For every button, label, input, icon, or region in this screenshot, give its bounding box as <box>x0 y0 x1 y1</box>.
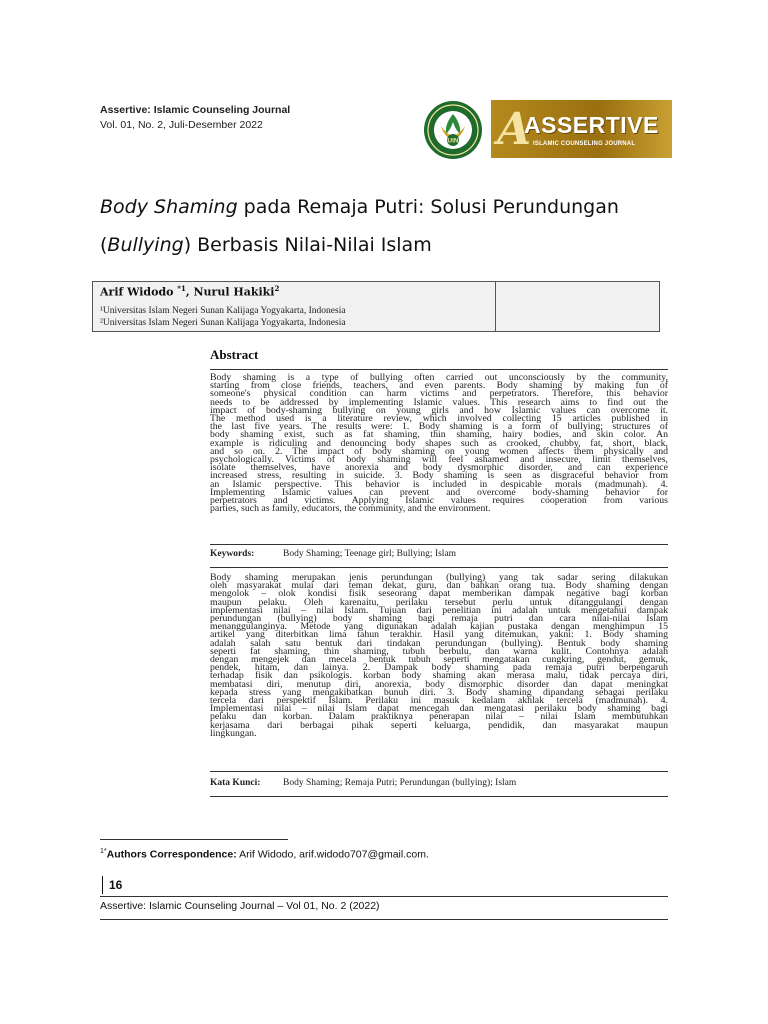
footnote <box>100 848 429 861</box>
abstract-line: pelaku dan korban. Dalam praktiknya penerapan nilai – nilai Islam membutuhkan <box>210 711 668 723</box>
abstract-line: perpetrators and victims. Applying Islamic values requires cooperation from various <box>210 495 668 507</box>
title-rest-1: pada Remaja Putri: Solusi Perundungan <box>237 196 619 218</box>
kata-kunci-bottom-rule <box>210 796 668 797</box>
keywords-row <box>210 549 456 559</box>
running-footer: Assertive: Islamic Counseling Journal – Vol 01, No. 2 (2022) <box>100 900 380 912</box>
abstract-line: someone's physical condition can harm victims and perpetrators. Therefore, this behavior <box>210 388 668 400</box>
abstract-line: kerjasama dari berbagai pihak seperti keluarga, pendidik, dan masyarakat maupun <box>210 719 668 731</box>
abstract-line: adalah salah satu bentuk dari tindakan perundungan (bullying). Bentuk body shaming <box>210 637 668 649</box>
affiliation-2: ²Universitas Islam Negeri Sunan Kalijaga Yogyakarta, Indonesia <box>100 318 346 328</box>
footnote-text: Arif Widodo, arif.widodo707@gmail.com. <box>236 848 429 861</box>
title-open-paren: ( <box>100 234 108 256</box>
footer-bottom-rule <box>100 919 668 920</box>
author-1: Arif Widodo <box>100 285 178 299</box>
title-line-2 <box>100 226 660 264</box>
abstract-line: example is ridiculing and denouncing body shapes such as crooked, chubby, fat, short, black, <box>210 437 668 449</box>
abstract-line: implementasi nilai – nilai Islam. Tujuan dari penelitian ini adalah untuk mengetahui dampak <box>210 604 668 616</box>
journal-volume: Vol. 01, No. 2, Juli-Desember 2022 <box>100 119 263 131</box>
abstract-line: mengolok – olok kondisi fisik seseorang dapat memberikan dampak negative bagi korban <box>210 588 668 600</box>
abstract-line: membatasi diri, menutup diri, anorexia, body dismorphic disorder dan dapat meningkat <box>210 678 668 690</box>
abstract-line: maupun pelaku. Oleh karenaitu, perilaku tersebut perlu untuk ditanggulangi dengan <box>210 596 668 608</box>
abstract-line: lingkungan. <box>210 727 257 739</box>
abstract-line: needs to be addressed by implementing Islamic values. This research aims to find out the <box>210 396 668 408</box>
abstrak-bottom-rule <box>210 771 668 772</box>
abstract-heading: Abstract <box>210 347 259 362</box>
abstract-line: terhadap fisik dan psikologis. korban body shaming akan merasa malu, tidak percaya diri, <box>210 670 668 682</box>
author-2-sup: 2 <box>274 284 280 293</box>
abstract-line: Implementing Islamic values can prevent and overcome body-shaming behavior for <box>210 486 668 498</box>
abstract-line: oleh masyarakat mulai dari teman dekat, guru, dan bahkan orang tua. Body shaming dengan <box>210 580 668 592</box>
abstract-line: body shaming exist, such as fat shaming, thin shaming, hairy bodies, and skin color. An <box>210 429 668 441</box>
abstract-english <box>210 374 668 513</box>
abstract-line: an Islamic perspective. This behavior is included in despicable morals (madmunah). 4. <box>210 478 668 490</box>
author-names <box>100 284 279 299</box>
uin-seal-logo-icon <box>423 100 483 160</box>
kata-kunci-label: Kata Kunci: <box>210 778 261 788</box>
journal-header <box>100 103 290 133</box>
author-1-sup: *1 <box>177 284 186 293</box>
kata-kunci-value: Body Shaming; Remaja Putri; Perundungan (bullying); Islam <box>283 778 517 788</box>
abstract-line: menanggulanginya. Metode yang digunakan adalah kajian pustaka dengan menghimpun 15 <box>210 621 668 633</box>
abstract-line: seperti fat shaming, thin shaming, tubuh berbulu, dan warna kulit. Contohnya adalah <box>210 645 668 657</box>
journal-name: Assertive: Islamic Counseling Journal <box>100 104 291 116</box>
kata-kunci-row <box>210 778 516 788</box>
page-number: 16 <box>102 876 122 894</box>
abstract-line: and so on. 2. The impact of body shaming on young women affects them physically and <box>210 445 668 457</box>
abstract-line: increased stress, resulting in suicide. 3. Body shaming is seen as disgraceful behavior from <box>210 470 668 482</box>
abstract-line: Body shaming merupakan jenis perundungan (bullying) yang tak sadar sering dilakukan <box>210 572 668 583</box>
abstract-line: artikel yang diterbitkan lima tahun terakhir. Hasil yang ditemukan, yakni: 1. Body shaming <box>210 629 668 641</box>
author-box <box>92 281 660 332</box>
abstract-line: Body shaming is a type of bullying often carried out unconsciously by the community, <box>210 372 668 383</box>
abstract-line: Implementasi nilai – nilai Islam dapat mencegah dan mengatasi perilaku body shaming bagi <box>210 703 668 715</box>
abstract-line: impact of body-shaming bullying on young girls and how Islamic values can overcome it. <box>210 404 668 416</box>
abstract-top-rule <box>210 369 668 370</box>
footer-top-rule <box>100 896 668 897</box>
paper-title <box>100 188 660 264</box>
assertive-a-glyph-icon: A <box>497 104 532 155</box>
abstract-line: psychologically. Victims of body shaming will feel ashamed and insecure, limit themselves, <box>210 454 668 466</box>
abstract-line: starting from close friends, teachers, and even parents. Body shaming by making fun of <box>210 380 668 392</box>
abstract-line: parties, such as family, educators, the community, and the environment. <box>210 503 491 515</box>
abstract-line: The method used is a literature review, which involved collecting 15 articles published in <box>210 413 668 425</box>
abstract-line: kepada stress yang mengakibatkan bunuh diri. 3. Body shaming dipandang sebagai perilaku <box>210 686 668 698</box>
abstract-line: perundungan (bullying) body shaming bagi remaja putri dan cara nilai-nilai Islam <box>210 613 668 625</box>
keywords-value: Body Shaming; Teenage girl; Bullying; Islam <box>283 549 457 559</box>
footnote-label: Authors Correspondence: <box>106 848 237 861</box>
abstrak-top-rule <box>210 567 668 568</box>
abstract-line: isolate themselves, have anorexia and body dysmorphic disorder, and can experience <box>210 462 668 474</box>
assertive-logo <box>491 100 672 158</box>
abstract-line: dengan mengejek dan mecela bentuk tubuh seperti mengatakan cungkring, gendut, gemuk, <box>210 654 668 666</box>
author-2: , Nurul Hakiki <box>185 285 275 299</box>
title-italic-2: Bullying <box>107 234 184 256</box>
assertive-logo-word: ASSERTIVE <box>524 112 659 138</box>
assertive-logo-subtitle: ISLAMIC COUNSELING JOURNAL <box>533 141 636 147</box>
author-box-divider <box>495 282 496 331</box>
title-italic-1: Body Shaming <box>100 196 238 218</box>
uin-logo-text: UIN <box>447 137 459 145</box>
footnote-marker: 1* <box>100 848 107 855</box>
title-rest-2: ) Berbasis Nilai-Nilai Islam <box>183 234 432 256</box>
abstract-line: tercela dari perspektif Islam. Perilaku ini masuk kedalam akhlak tercela (madmunah). 4. <box>210 695 668 707</box>
abstract-bottom-rule <box>210 544 668 545</box>
footnote-rule <box>100 839 288 840</box>
affiliation-1: ¹Universitas Islam Negeri Sunan Kalijaga Yogyakarta, Indonesia <box>100 306 346 316</box>
abstract-line: pendek, hitam, dan lainya. 2. Dampak body shaming pada remaja putri berpengaruh <box>210 662 668 674</box>
keywords-label: Keywords: <box>210 549 255 559</box>
abstract-line: the last five years. The results were: 1. Body shaming is a form of bullying; structures of <box>210 421 668 433</box>
title-line-1 <box>100 188 660 226</box>
abstract-indonesian <box>210 574 668 738</box>
